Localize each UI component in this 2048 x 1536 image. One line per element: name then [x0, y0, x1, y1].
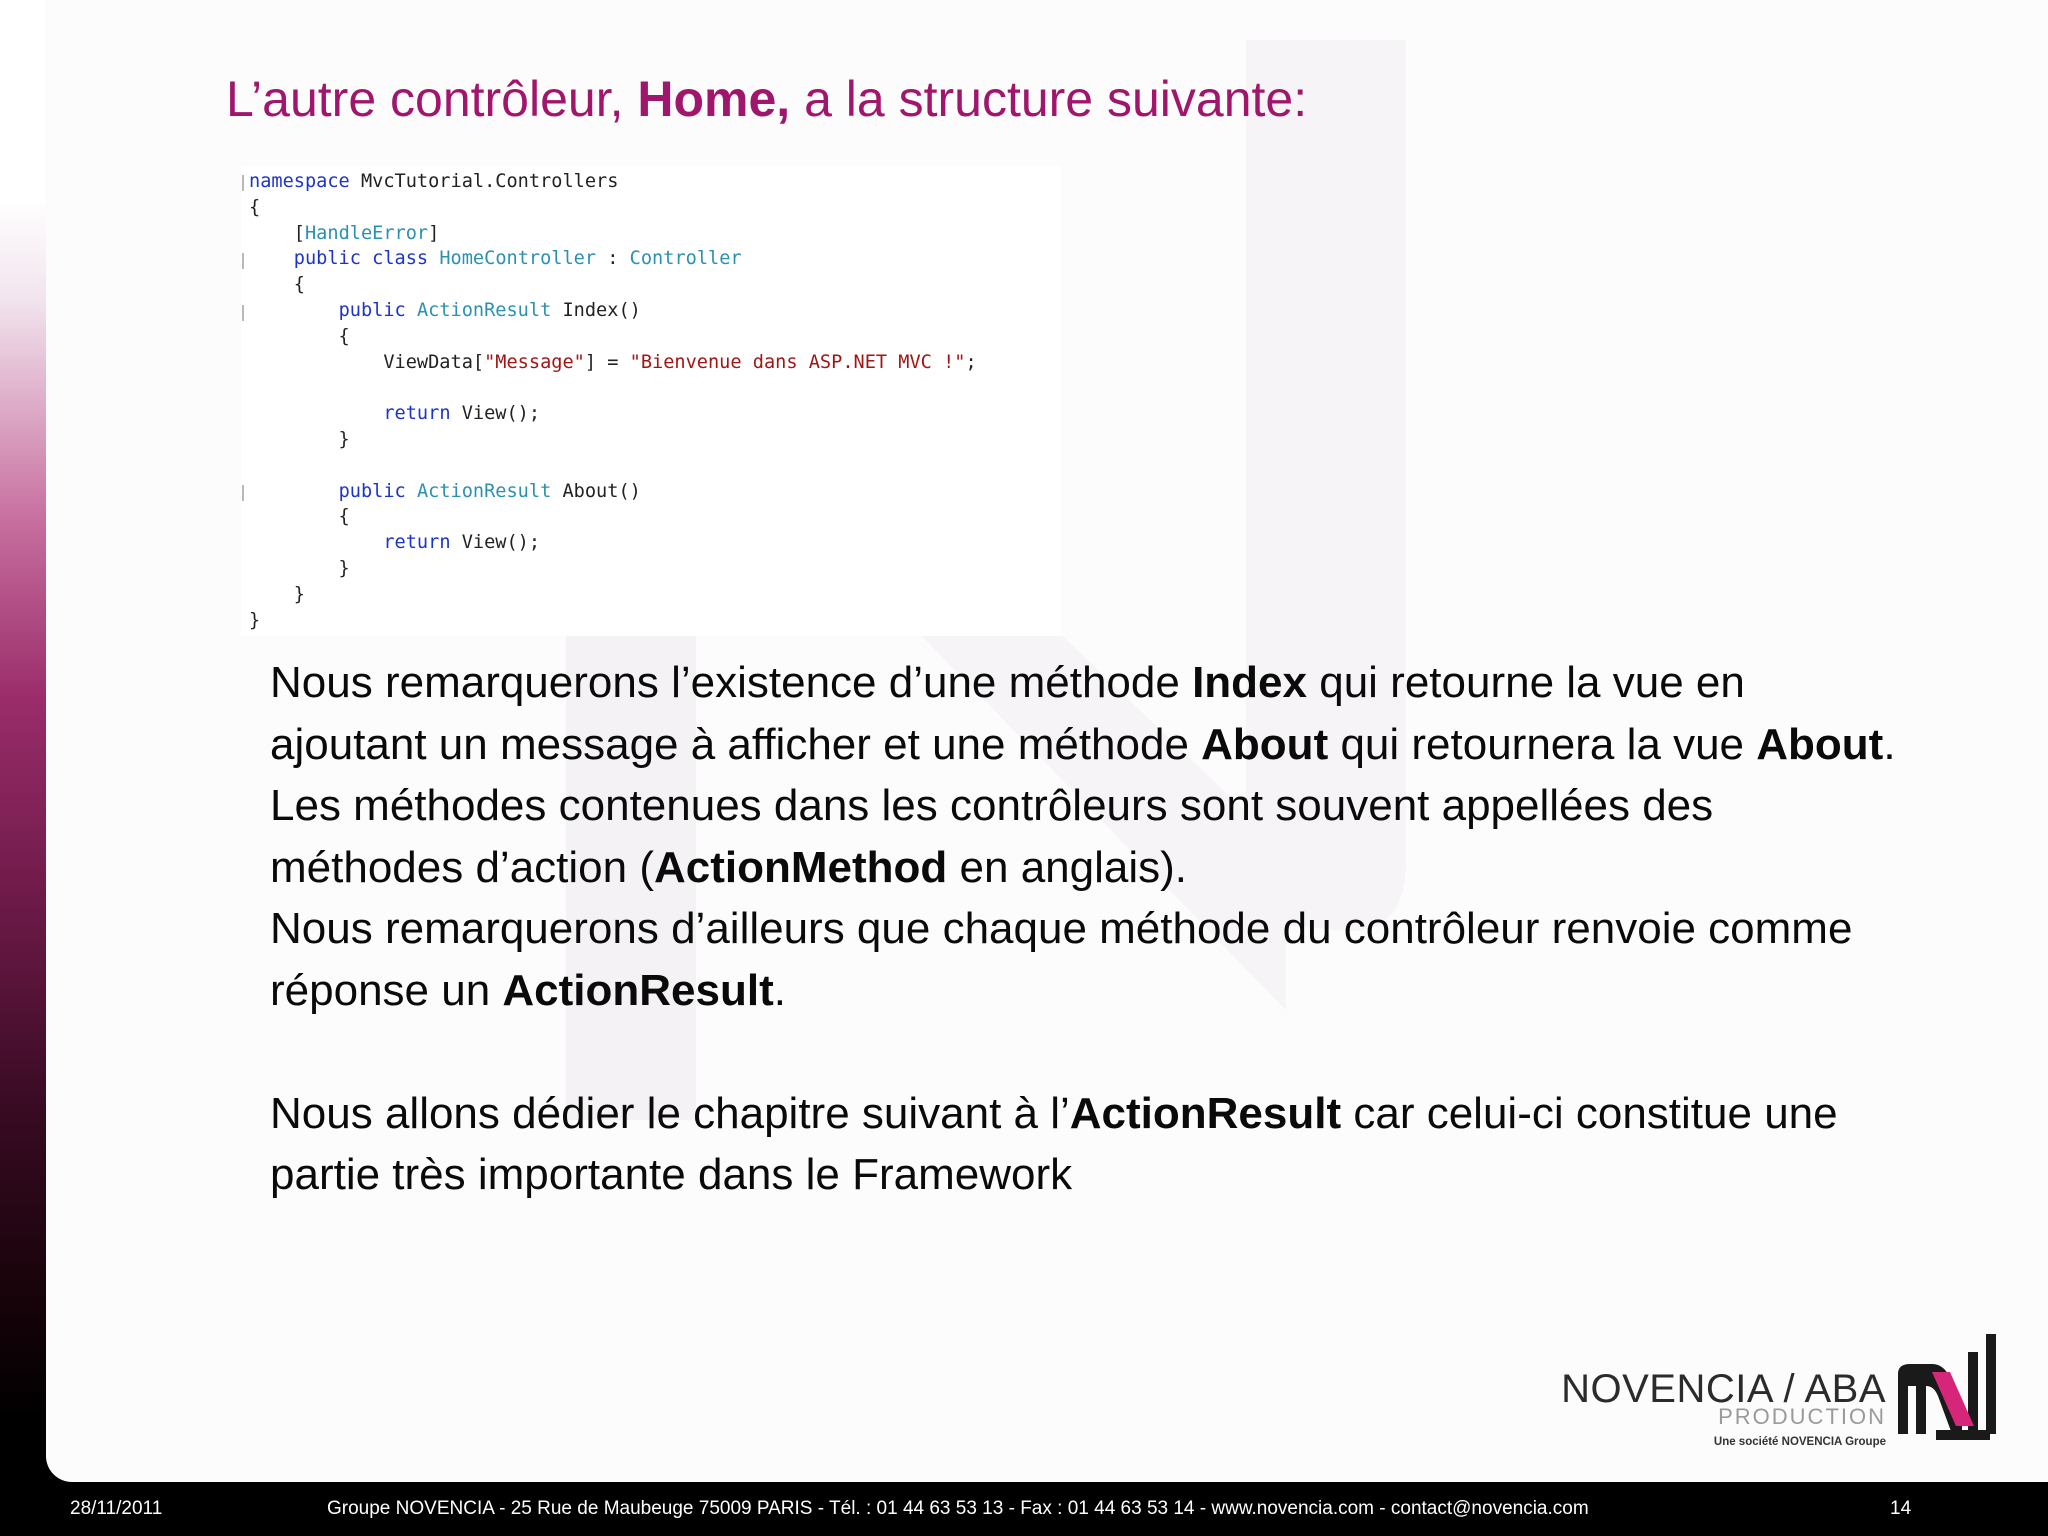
gutter-marker: [242, 305, 244, 321]
code-line: {: [249, 196, 261, 218]
bold-run: ActionResult: [502, 965, 774, 1015]
bold-run: ActionResult: [1069, 1088, 1342, 1138]
title-bold: Home,: [637, 71, 791, 127]
title-suffix: a la structure suivante:: [790, 71, 1308, 127]
bold-run: About: [1201, 719, 1329, 769]
paragraph-action-methods: [270, 775, 1910, 898]
code-line: return View();: [383, 532, 541, 554]
gutter-marker: [242, 253, 244, 269]
code-line: [HandleError]: [249, 222, 440, 244]
code-line: public ActionResult Index(): [338, 299, 641, 321]
text-run: qui retournera la vue: [1328, 719, 1757, 769]
bold-run: Index: [1192, 658, 1307, 707]
text-run: .: [1883, 719, 1896, 769]
slide: [46, 0, 2048, 1482]
code-line: }: [249, 557, 350, 579]
code-line: return View();: [383, 403, 541, 425]
code-line: }: [249, 609, 261, 631]
left-gradient-band: [0, 0, 46, 1536]
bold-run: ActionMethod: [654, 842, 948, 892]
text-run: car celui-ci constitue une partie très importante dans le Framework: [270, 1088, 1838, 1199]
slide-title: [226, 70, 1307, 128]
text-run: en anglais).: [947, 842, 1187, 892]
footer: [0, 1482, 2048, 1536]
text-run: qui retourne la vue en ajoutant un message à afficher et une méthode: [270, 658, 1745, 769]
code-line: public class HomeController : Controller: [293, 248, 742, 270]
body-text: [270, 652, 1910, 1206]
logo-text: [1561, 1368, 1886, 1448]
logo-title: NOVENCIA / ABA: [1561, 1367, 1886, 1411]
code-line: }: [249, 583, 305, 605]
text-run: .: [773, 965, 786, 1015]
bold-run: About: [1756, 719, 1884, 769]
code-block: [241, 166, 1061, 633]
code-line: }: [249, 428, 350, 450]
code-line: {: [249, 506, 350, 528]
code-line: public ActionResult About(): [338, 480, 641, 502]
text-run: Nous remarquerons d’ailleurs que chaque méthode du contrôleur renvoie comme réponse un: [270, 904, 1853, 1015]
company-logo: [1546, 1326, 2016, 1456]
gutter-marker: [242, 175, 244, 191]
text-run: Nous remarquerons l’existence d’une méthode: [270, 658, 1193, 707]
logo-subtitle: PRODUCTION: [1718, 1404, 1886, 1429]
text-run: Les méthodes contenues dans les contrôleurs sont souvent appellées des méthodes d’action (: [270, 781, 1714, 892]
footer-contact-info: Groupe NOVENCIA - 25 Rue de Maubeuge 75009 PARIS - Tél. : 01 44 63 53 13 - Fax : 01 44 63 53 14 - www.novencia.com - contact@novencia.com: [327, 1498, 1589, 1519]
paragraph-index-about: [270, 652, 1910, 775]
code-line: namespace MvcTutorial.Controllers: [249, 171, 619, 192]
paragraph-action-result: [270, 898, 1910, 1021]
logo-tagline: Une société NOVENCIA Groupe: [1713, 1436, 1886, 1448]
code-line: ViewData["Message"] = "Bienvenue dans ASP.NET MVC !";: [249, 351, 977, 373]
logo-mark-icon: [1892, 1326, 2016, 1450]
code-line: {: [249, 325, 350, 347]
paragraph-next-chapter: [270, 1083, 1910, 1206]
code-line: {: [249, 274, 305, 296]
gutter-marker: [242, 485, 244, 501]
text-run: Nous allons dédier le chapitre suivant à l’: [270, 1088, 1070, 1138]
footer-date: 28/11/2011: [70, 1498, 163, 1519]
paragraph-spacer: [270, 1021, 1910, 1083]
page-number: 14: [1890, 1498, 1912, 1519]
code-screenshot: [241, 166, 1061, 636]
title-prefix: L’autre contrôleur,: [226, 71, 638, 127]
